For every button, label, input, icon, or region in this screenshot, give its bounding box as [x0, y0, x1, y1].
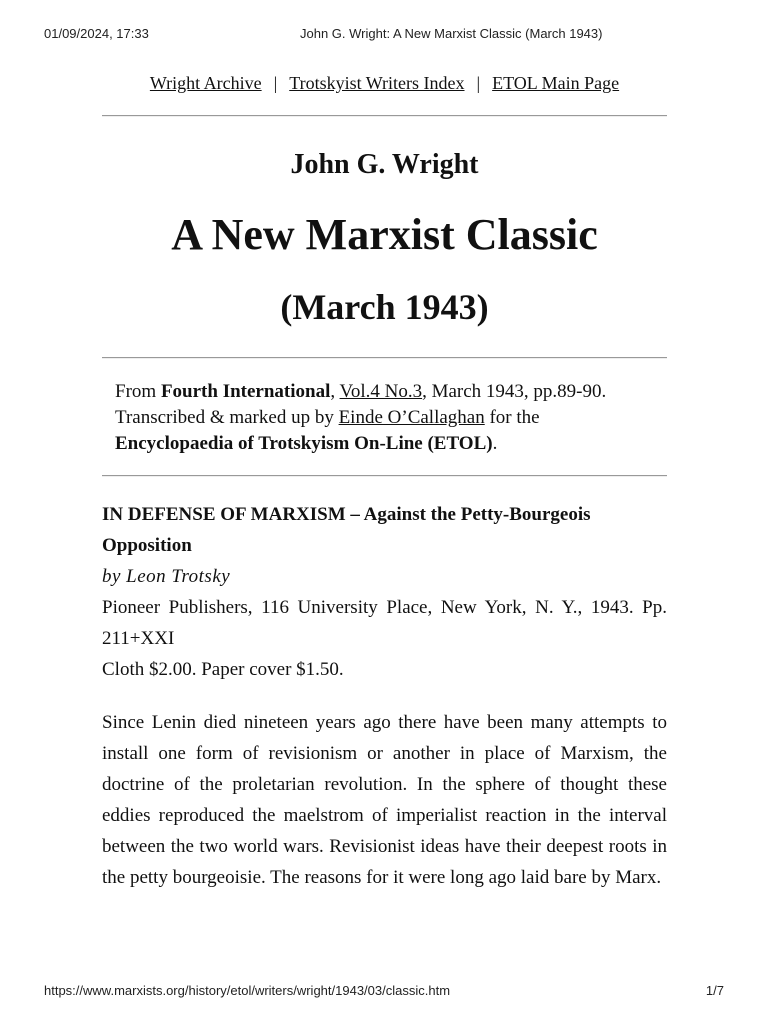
book-review-header [102, 499, 667, 685]
source-transcribed-suffix: for the [484, 407, 540, 428]
source-comma: , [330, 381, 340, 402]
source-note [115, 379, 667, 457]
source-period: . [492, 433, 498, 454]
article-date: (March 1943) [280, 287, 489, 327]
source-encyclopaedia: Encyclopaedia of Trotskyism On-Line (ETOL) [115, 433, 493, 454]
divider-top [102, 115, 667, 117]
nav-separator: | [476, 73, 481, 93]
page-content [102, 70, 667, 893]
article-title: A New Marxist Classic [171, 210, 598, 259]
print-timestamp: 01/09/2024, 17:33 [44, 26, 149, 41]
book-author: by Leon Trotsky [102, 566, 231, 587]
nav-separator: | [273, 73, 278, 93]
print-page-number: 1/7 [705, 983, 724, 998]
book-price: Cloth $2.00. Paper cover $1.50. [102, 659, 344, 680]
divider-source [102, 475, 667, 477]
article-author: John G. Wright [290, 149, 479, 180]
nav-link-trotskyist-writers-index[interactable]: Trotskyist Writers Index [289, 73, 465, 93]
transcriber-link[interactable]: Einde O’Callaghan [338, 407, 485, 428]
source-issue-rest: , March 1943, pp.89-90. [422, 381, 607, 402]
source-transcribed-prefix: Transcribed & marked up by [115, 407, 339, 428]
divider-heading [102, 357, 667, 359]
body-paragraph: Since Lenin died nineteen years ago there have been many attempts to install one form of revisionism or another in place of Marxism, the doctrine of the proletarian revolution. In the sphere of thought these eddies reproduced the maelstrom of imperialist reaction in the interval between the two world wars. Revisionist ideas have their deepest roots in the petty bourgeoisie. The reasons for it were long ago laid bare by Marx. [102, 712, 667, 888]
book-publisher: Pioneer Publishers, 116 University Place, New York, N. Y., 1943. Pp. 211+XXI [102, 597, 667, 649]
source-issue-link[interactable]: Vol.4 No.3 [339, 381, 423, 402]
print-document-title: John G. Wright: A New Marxist Classic (March 1943) [300, 26, 603, 41]
source-publication: Fourth International [160, 381, 331, 402]
book-title: IN DEFENSE OF MARXISM – Against the Petty-Bourgeois Opposition [102, 504, 591, 556]
nav-link-wright-archive[interactable]: Wright Archive [149, 73, 262, 93]
nav-bar [102, 70, 667, 96]
print-url: https://www.marxists.org/history/etol/writers/wright/1943/03/classic.htm [44, 983, 451, 998]
source-from-prefix: From [115, 381, 161, 402]
nav-link-etol-main-page[interactable]: ETOL Main Page [492, 73, 620, 93]
